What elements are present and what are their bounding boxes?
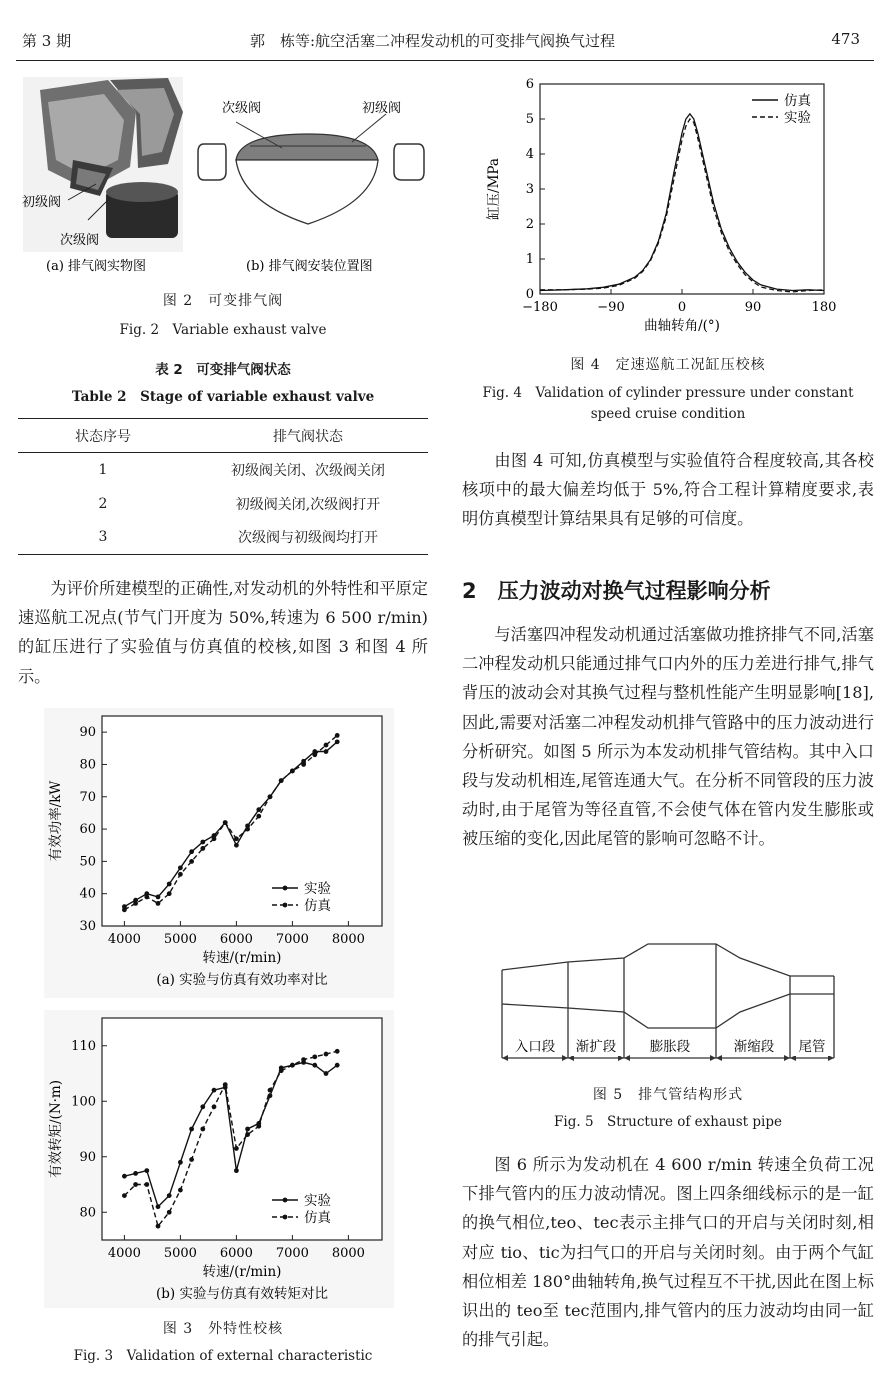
y-tick-label: 4 (525, 147, 534, 162)
data-point (122, 907, 127, 912)
table-row (18, 453, 428, 487)
table-cell: 3 (98, 529, 108, 546)
data-point (200, 840, 205, 845)
issue-number: 第 3 期 (22, 32, 72, 50)
figure-2-drawing (18, 72, 428, 282)
data-point (234, 843, 239, 848)
data-point (189, 1157, 194, 1162)
data-point (212, 1104, 217, 1109)
y-tick-label: 80 (79, 757, 96, 773)
x-tick-label: 7000 (275, 1246, 309, 1261)
figure-5-caption-cn: 图 5 排气管结构形式 (592, 1087, 744, 1103)
page-number: 473 (831, 30, 860, 48)
x-tick-label: 7000 (275, 932, 309, 947)
y-tick-label: 70 (79, 789, 96, 805)
x-tick-label: 90 (744, 300, 762, 315)
legend-marker (283, 886, 288, 891)
chart-subtitle: (a) 实验与仿真有效功率对比 (156, 972, 328, 988)
data-point (167, 1193, 172, 1198)
segment-diverging-label: 渐扩段 (575, 1039, 617, 1055)
label-secondary-valve-a: 次级阀 (60, 233, 100, 248)
data-point (234, 1146, 239, 1151)
figure-4-caption-cn: 图 4 定速巡航工况缸压校核 (570, 357, 766, 373)
x-tick-label: −90 (597, 300, 625, 315)
data-point (200, 1127, 205, 1132)
legend-marker (283, 1198, 288, 1203)
figure-4-caption-en-2: speed cruise condition (590, 406, 746, 422)
y-tick-label: 30 (79, 919, 96, 934)
data-point (312, 1054, 317, 1059)
data-point (245, 827, 250, 832)
data-point (178, 1188, 183, 1193)
data-point (279, 778, 284, 783)
data-point (133, 1171, 138, 1176)
y-tick-label: 40 (79, 886, 96, 902)
data-point (223, 1082, 228, 1087)
y-axis-label: 有效转矩/(N·m) (48, 1080, 64, 1178)
data-point (167, 891, 172, 896)
data-point (189, 849, 194, 854)
data-point (212, 1088, 217, 1093)
x-axis-label: 转速/(r/min) (202, 1264, 282, 1280)
right-paragraph-3: 图 6 所示为发动机在 4 600 r/min 转速全负荷工况下排气管内的压力波动情况。图上四条细线标示的是一缸的换气相位,teo、tec表示主排气口的开启与关闭时刻,相对应 tio、tic为扫气口的开启与关闭时刻。由于两个气缸相位相差 180°曲轴转角,换气过程互不干扰,因此在图上标识出的 teo至 tec范围内,排气管内的压力波动均由同一缸的排气引起。 (462, 1155, 874, 1350)
table-2 (18, 418, 428, 555)
y-tick-label: 90 (79, 1149, 96, 1165)
data-point (189, 1127, 194, 1132)
label-primary-valve-a: 初级阀 (22, 195, 62, 210)
data-point (290, 1063, 295, 1068)
y-tick-label: 6 (525, 77, 534, 92)
data-point (245, 1132, 250, 1137)
data-point (335, 733, 340, 738)
legend-marker (283, 1215, 288, 1220)
figure-2-caption-cn: 图 2 可变排气阀 (162, 293, 284, 309)
plot-frame (102, 1018, 382, 1240)
x-tick-label: 8000 (331, 932, 365, 947)
data-point (156, 1204, 161, 1209)
exhaust-pipe-diagram (500, 938, 840, 1068)
section-2-title: 2 压力波动对换气过程影响分析 (462, 579, 771, 603)
figure-3a (44, 708, 394, 998)
exhaust-valve-photo (23, 77, 183, 252)
x-tick-label: 6000 (219, 1246, 253, 1261)
data-point (200, 846, 205, 851)
y-tick-label: 3 (525, 182, 534, 197)
table-cell: 2 (98, 495, 108, 512)
y-tick-label: 100 (71, 1094, 96, 1110)
plot-frame (102, 716, 382, 926)
legend-label: 实验 (304, 1193, 331, 1209)
x-axis-label: 曲轴转角/(°) (644, 318, 720, 334)
table-cell: 1 (98, 461, 108, 478)
table-header-state-index: 状态序号 (75, 428, 131, 445)
segment-expansion-label: 膨胀段 (649, 1039, 691, 1055)
y-tick-label: 2 (525, 217, 534, 232)
header-rule (16, 60, 874, 61)
data-point (312, 1063, 317, 1068)
label-secondary-valve-b: 次级阀 (222, 101, 262, 116)
segment-tailpipe-label: 尾管 (798, 1039, 826, 1055)
data-point (156, 895, 161, 900)
data-point (256, 1124, 261, 1129)
data-point (234, 836, 239, 841)
data-point (167, 882, 172, 887)
x-tick-label: 8000 (331, 1246, 365, 1261)
data-point (324, 1052, 329, 1057)
figure-3a-chart (44, 708, 394, 998)
segment-inlet-label: 入口段 (514, 1039, 556, 1055)
right-paragraph-1: 由图 4 可知,仿真模型与实验值符合程度较高,其各校核项中的最大偏差均低于 5%,符合工程计算精度要求,表明仿真模型计算结果具有足够的可信度。 (462, 451, 874, 529)
data-point (256, 814, 261, 819)
data-point (144, 895, 149, 900)
x-tick-label: 6000 (219, 932, 253, 947)
data-point (156, 901, 161, 906)
y-tick-label: 5 (525, 112, 534, 127)
data-point (324, 1071, 329, 1076)
y-tick-label: 80 (79, 1205, 96, 1221)
running-title: 郭 栋等:航空活塞二冲程发动机的可变排气阀换气过程 (250, 32, 616, 50)
y-tick-label: 0 (525, 287, 534, 302)
label-primary-valve-b: 初级阀 (362, 101, 402, 116)
figure-4 (480, 72, 860, 348)
x-tick-label: 4000 (107, 1246, 141, 1261)
y-tick-label: 1 (525, 252, 534, 267)
table-cell: 初级阀关闭,次级阀打开 (235, 496, 381, 513)
data-point (268, 794, 273, 799)
data-point (189, 859, 194, 864)
data-point (324, 743, 329, 748)
x-tick-label: 0 (677, 300, 687, 315)
table-header-valve-state: 排气阀状态 (273, 428, 343, 445)
y-tick-label: 50 (79, 854, 96, 870)
figure-3b (44, 1010, 394, 1308)
data-point (200, 1104, 205, 1109)
figure-2-caption-en: Fig. 2 Variable exhaust valve (119, 322, 327, 338)
subcaption-2b: (b) 排气阀安装位置图 (246, 259, 373, 274)
table-2-title-en: Table 2 Stage of variable exhaust valve (71, 389, 375, 405)
data-point (122, 1174, 127, 1179)
data-point (268, 1088, 273, 1093)
x-tick-label: 180 (811, 300, 837, 315)
figure-2 (18, 72, 428, 282)
legend-label: 实验 (304, 881, 331, 897)
figure-5 (500, 938, 840, 1068)
data-point (156, 1224, 161, 1229)
x-tick-label: 5000 (163, 1246, 197, 1261)
legend-marker (283, 903, 288, 908)
y-axis-label: 有效功率/kW (48, 780, 64, 862)
data-point (133, 1182, 138, 1187)
data-point (301, 762, 306, 767)
plot-frame (540, 84, 824, 294)
data-point (290, 769, 295, 774)
table-header-row (18, 419, 428, 453)
table-row (18, 521, 428, 555)
data-point (223, 820, 228, 825)
y-tick-label: 90 (79, 725, 96, 741)
data-point (256, 807, 261, 812)
figure-3-caption-cn: 图 3 外特性校核 (162, 1321, 284, 1337)
data-point (335, 739, 340, 744)
y-tick-label: 60 (79, 822, 96, 838)
table-cell: 次级阀与初级阀均打开 (238, 530, 378, 547)
table-2-title-cn: 表 2 可变排气阀状态 (155, 362, 291, 378)
data-point (279, 1068, 284, 1073)
data-point (144, 1182, 149, 1187)
data-point (133, 901, 138, 906)
x-tick-label: −180 (522, 300, 558, 315)
subcaption-2a: (a) 排气阀实物图 (46, 259, 147, 274)
figure-5-caption-en: Fig. 5 Structure of exhaust pipe (554, 1114, 782, 1130)
left-paragraph: 为评价所建模型的正确性,对发动机的外特性和平原定速巡航工况点(节气门开度为 50%,转速为 6 500 r/min)的缸压进行了实验值与仿真值的校核,如图 3 和图 4 所示。 (18, 579, 428, 686)
x-tick-label: 4000 (107, 932, 141, 947)
figure-3-caption-en: Fig. 3 Validation of external characteristic (73, 1348, 373, 1364)
right-paragraph-2: 与活塞四冲程发动机通过活塞做功推挤排气不同,活塞二冲程发动机只能通过排气口内外的压力差进行排气,排气背压的波动会对其换气过程与整机性能产生明显影响[18],因此,需要对活塞二冲程发动机排气管路中的压力波动进行分析研究。如图 5 所示为本发动机排气管结构。其中入口段与发动机相连,尾管连通大气。在分析不同管段的压力波动时,由于尾管为等径直管,不会使气体在管内发生膨胀或被压缩的变化,因此尾管的影响可忽略不计。 (462, 625, 874, 849)
data-point (178, 1160, 183, 1165)
data-point (301, 1057, 306, 1062)
table-row (18, 487, 428, 521)
data-point (335, 1063, 340, 1068)
figure-4-caption-en-1: Fig. 4 Validation of cylinder pressure under constant (482, 385, 854, 401)
y-tick-label: 110 (71, 1038, 96, 1054)
data-point (122, 1193, 127, 1198)
data-point (212, 836, 217, 841)
x-tick-label: 5000 (163, 932, 197, 947)
figure-3b-chart (44, 1010, 394, 1308)
legend-label: 仿真 (304, 1210, 331, 1226)
legend-label: 仿真 (784, 93, 811, 109)
data-point (234, 1168, 239, 1173)
legend-label: 仿真 (304, 898, 331, 914)
data-point (324, 749, 329, 754)
y-axis-label: 缸压/MPa (486, 158, 502, 220)
segment-converging-label: 渐缩段 (733, 1039, 775, 1055)
data-point (178, 865, 183, 870)
figure-4-chart (480, 72, 860, 348)
chart-subtitle: (b) 实验与仿真有效转矩对比 (156, 1286, 328, 1302)
table-cell: 初级阀关闭、次级阀关闭 (231, 462, 385, 479)
legend-label: 实验 (784, 110, 811, 126)
data-point (312, 752, 317, 757)
data-point (167, 1210, 172, 1215)
data-point (335, 1049, 340, 1054)
data-point (144, 1168, 149, 1173)
data-point (245, 1127, 250, 1132)
x-axis-label: 转速/(r/min) (202, 950, 282, 966)
data-point (178, 872, 183, 877)
